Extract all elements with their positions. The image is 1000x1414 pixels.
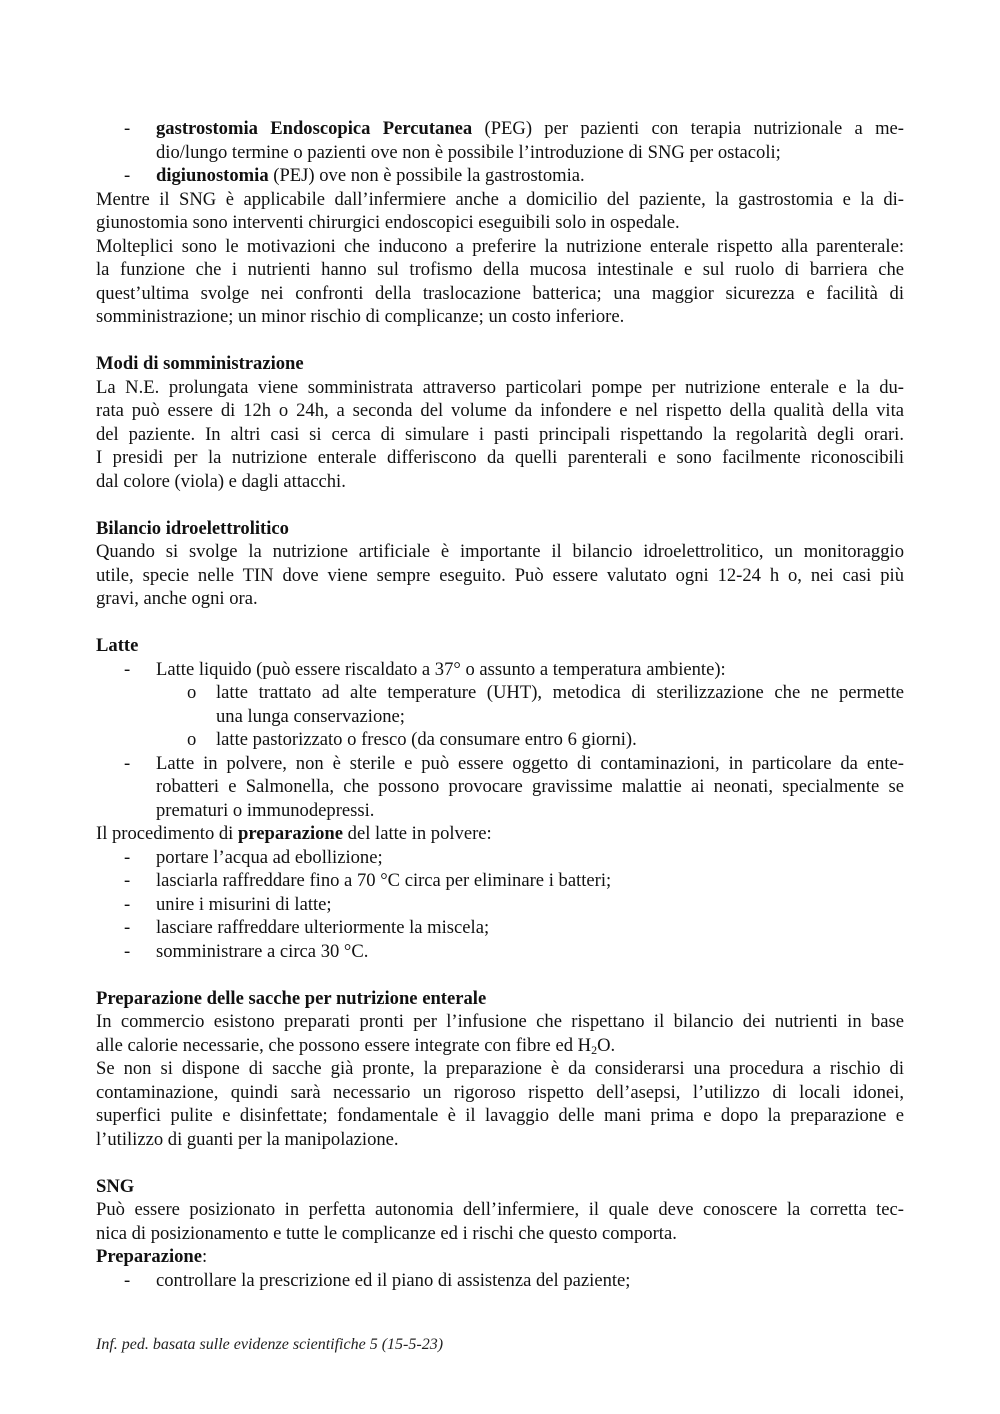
sub-list-item: o latte trattato ad alte temperature (UHT), metodica di sterilizzazione che ne permette una lunga conservazione; [187, 682, 904, 727]
circle-bullet: o [187, 729, 197, 750]
heading-sng: SNG [96, 1175, 135, 1197]
term-peg: gastrostomia Endoscopica Percutanea [156, 118, 473, 139]
paragraph-modi: La N.E. prolungata viene somministrata attraverso particolari pompe per nutrizione enterale e la du- rata può essere di 12h o 24h, a seconda del volume da infondere e nel rispetto della qualità della vita del paziente. In altri casi si cerca di simulare i pasti principali rispettando la regolarità degli orari. I presidi per la nutrizione enterale differiscono da quelli parenterali e sono facilmente riconoscibili dal colore (viola) e dagli attacchi. [96, 376, 904, 492]
paragraph-motivations: Molteplici sono le motivazioni che inducono a preferire la nutrizione enterale rispetto alla parenterale: la funzione che i nutrienti hanno sul trofismo della mucosa intestinale e sul ruolo di barriera che quest’ultima svolge nei confronti della traslocazione batterica; una maggior sicurezza e facilità di somministrazione; un minor rischio di complicanze; un costo inferiore. [96, 235, 904, 327]
paragraph-sng: Può essere posizionato in perfetta autonomia dell’infermiere, il quale deve conoscere la corretta tec- nica di posizionamento e tutte le complicanze ed i rischi che questo comporta. [96, 1199, 904, 1244]
dash-bullet: - [124, 940, 131, 962]
dash-bullet: - [124, 893, 131, 915]
dash-bullet: - [124, 165, 131, 186]
list-item: - unire i misurini di latte; [124, 893, 332, 915]
sub-list-item: o latte pastorizzato o fresco (da consumare entro 6 giorni). [187, 729, 637, 750]
page-footer: Inf. ped. basata sulle evidenze scientifiche 5 (15-5-23) [96, 1336, 444, 1353]
paragraph-bilancio: Quando si svolge la nutrizione artificiale è importante il bilancio idroelettrolitico, un monitoraggio utile, specie nelle TIN dove viene sempre eseguito. Può essere valutato ogni 12-24 h o, nei casi più gravi, anche ogni ora. [96, 541, 904, 609]
heading-latte: Latte [96, 635, 139, 656]
paragraph-sacche: In commercio esistono preparati pronti per l’infusione che rispettano il bilancio dei nutrienti in base alle calorie necessarie, che possono essere integrate con fibre ed $H_2O$. Se non si dispone di sacche già pronte, la preparazione è da considerarsi una procedura a rischio di contaminazione, quindi sarà necessario un rigoroso rispetto dell’asepsi, l’utilizzo di locali idonei, superfici pulite e disinfettate; fondamentale è il lavaggio delle mani prima e dopo la preparazione e l’utilizzo di guanti per la manipolazione. [96, 1011, 904, 1150]
list-item: - lasciare raffreddare ulteriormente la miscela; [124, 917, 490, 938]
heading-bilancio: Bilancio idroelettrolitico [96, 517, 289, 539]
list-item: - lasciarla raffreddare fino a 70 °C circa per eliminare i batteri; [124, 870, 612, 891]
heading-modi: Modi di somministrazione [96, 353, 304, 374]
dash-bullet: - [124, 752, 131, 774]
list-item: - portare l’acqua ad ebollizione; [124, 846, 383, 868]
list-item: - gastrostomia Endoscopica Percutanea (PEG) per pazienti con terapia nutrizionale a me- dio/lungo termine o pazienti ove non è possibile l’introduzione di SNG per ostacoli; [124, 118, 904, 163]
paragraph-sng-vs-surgery: Mentre il SNG è applicabile dall’infermiere anche a domicilio del paziente, la gastrostomia e la di- giunostomia sono interventi chirurgici endoscopici eseguibili solo in ospedale. [96, 188, 904, 233]
list-item: - Latte in polvere, non è sterile e può essere oggetto di contaminazioni, in particolare da ente- robatteri e Salmonella, che possono provocare gravissime malattie ai neonati, specialmente se prematuri o immunodepressi. [124, 752, 904, 821]
dash-bullet: - [124, 870, 131, 891]
list-item: - Latte liquido (può essere riscaldato a 37° o assunto a temperatura ambiente): [124, 658, 726, 680]
term-pej: digiunostomia [156, 165, 269, 186]
dash-bullet: - [124, 1269, 131, 1291]
dash-bullet: - [124, 846, 131, 868]
document-page [96, 117, 904, 1292]
list-item: - digiunostomia (PEJ) ove non è possibile la gastrostomia. [124, 165, 585, 186]
circle-bullet: o [187, 682, 197, 703]
dash-bullet: - [124, 917, 131, 938]
list-item: - controllare la prescrizione ed il piano di assistenza del paziente; [124, 1269, 631, 1291]
subheading-preparazione: Preparazione: [96, 1246, 208, 1267]
procedure-intro: Il procedimento di preparazione del latte in polvere: [96, 823, 492, 844]
dash-bullet: - [124, 658, 131, 680]
dash-bullet: - [124, 118, 131, 139]
heading-sacche: Preparazione delle sacche per nutrizione enterale [96, 987, 487, 1009]
list-item: - somministrare a circa 30 °C. [124, 940, 369, 962]
